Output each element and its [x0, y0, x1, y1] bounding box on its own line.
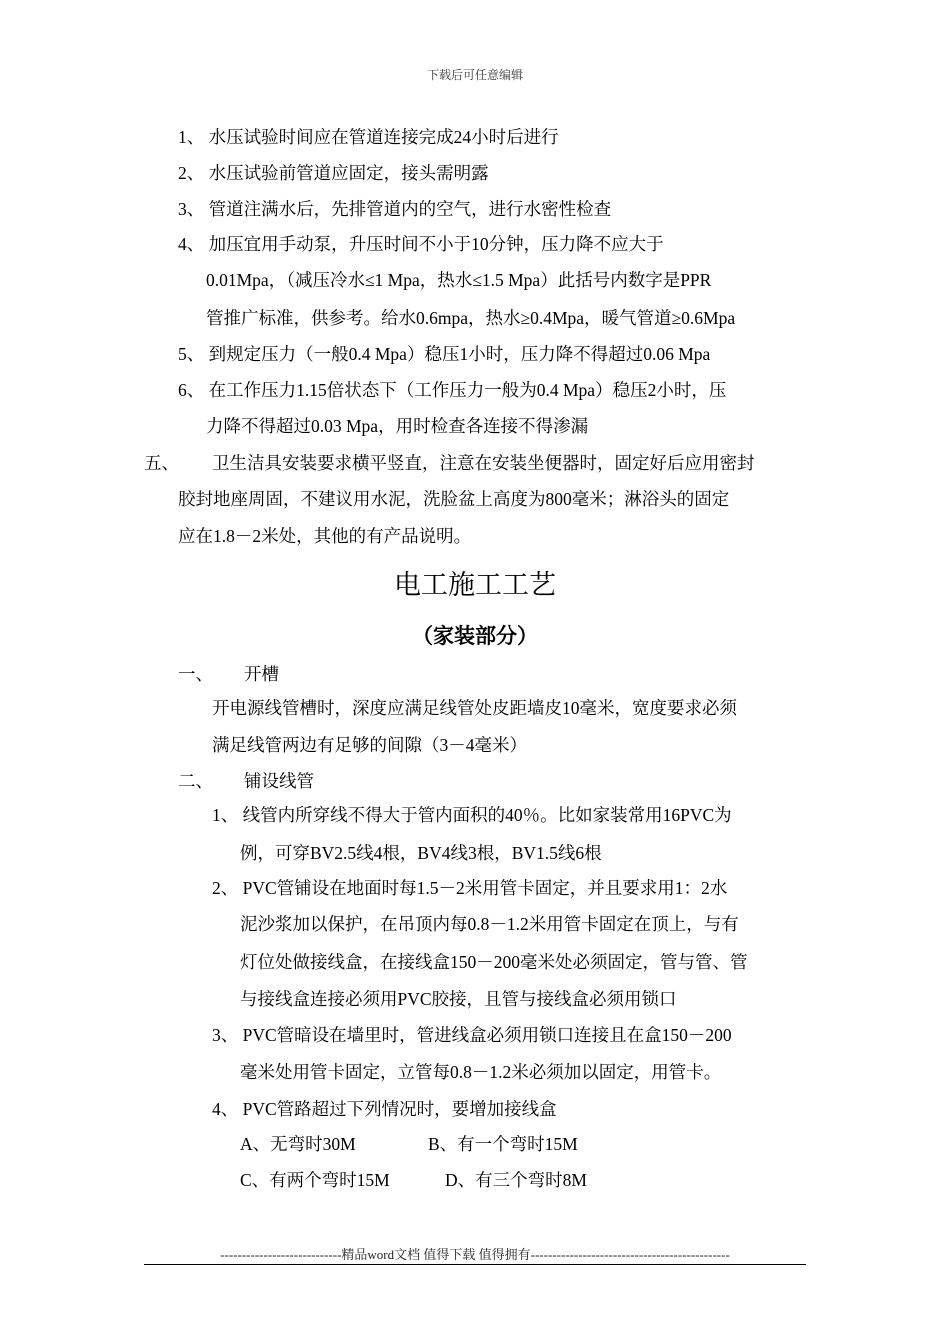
section-number: 五、 [144, 453, 179, 473]
text-line: 3、 管道注满水后，先排管道内的空气，进行水密性检查 [178, 199, 612, 219]
text-line: 卫生洁具安装要求横平竖直，注意在安装坐便器时，固定好后应用密封 [212, 453, 755, 473]
text-line: 应在1.8－2米处，其他的有产品说明。 [178, 526, 472, 546]
section-number: 二、 [178, 771, 213, 791]
text-line: 2、 PVC管铺设在地面时每1.5－2米用管卡固定，并且要求用1：2水 [212, 878, 728, 898]
text-line: 3、 PVC管暗设在墙里时，管进线盒必须用锁口连接且在盒150－200 [212, 1025, 732, 1045]
text-line: 5、 到规定压力（一般0.4 Mpa）稳压1小时，压力降不得超过0.06 Mpa [178, 344, 711, 364]
section-heading: 开槽 [244, 664, 279, 684]
text-line: 胶封地座周固，不建议用水泥，洗脸盆上高度为800毫米；淋浴头的固定 [178, 489, 730, 509]
text-line: 毫米处用管卡固定，立管每0.8－1.2米必须加以固定，用管卡。 [240, 1062, 722, 1082]
text-line: 管推广标准，供参考。给水0.6mpa，热水≥0.4Mpa，暖气管道≥0.6Mpa [206, 308, 736, 328]
text-line: 4、 PVC管路超过下列情况时，要增加接线盒 [212, 1099, 557, 1119]
page-subtitle: （家装部分） [412, 624, 538, 648]
text-line: 1、 水压试验时间应在管道连接完成24小时后进行 [178, 127, 559, 147]
text-line: 4、 加压宜用手动泵，升压时间不小于10分钟，压力降不应大于 [178, 234, 664, 254]
text-line: 0.01Mpa，（减压冷水≤1 Mpa，热水≤1.5 Mpa）此括号内数字是PPR [206, 270, 712, 290]
text-line: 例，可穿BV2.5线4根，BV4线3根，BV1.5线6根 [240, 843, 602, 863]
text-line: 与接线盒连接必须用PVC胶接，且管与接线盒必须用锁口 [240, 989, 677, 1009]
footer-rule [144, 1264, 806, 1265]
text-line: 1、 线管内所穿线不得大于管内面积的40％。比如家装常用16PVC为 [212, 805, 732, 825]
text-line: 力降不得超过0.03 Mpa，用时检查各连接不得渗漏 [206, 416, 589, 436]
page-footer: ----------------------------精品word文档 值得下载 值得拥有---------------------------------------------- [220, 1247, 730, 1262]
list-item: B、有一个弯时15M [428, 1134, 578, 1154]
list-item: C、有两个弯时15M [240, 1170, 390, 1190]
page-title: 电工施工工艺 [394, 570, 556, 600]
text-line: 泥沙浆加以保护，在吊顶内每0.8－1.2米用管卡固定在顶上，与有 [240, 914, 739, 934]
section-heading: 铺设线管 [244, 771, 314, 791]
text-line: 满足线管两边有足够的间隙（3－4毫米） [212, 735, 527, 755]
text-line: 灯位处做接线盒，在接线盒150－200毫米处必须固定，管与管、管 [240, 952, 748, 972]
text-line: 开电源线管槽时，深度应满足线管处皮距墙皮10毫米，宽度要求必须 [212, 698, 737, 718]
list-item: A、无弯时30M [240, 1134, 356, 1154]
text-line: 6、 在工作压力1.15倍状态下（工作压力一般为0.4 Mpa）稳压2小时，压 [178, 380, 727, 400]
page-header: 下载后可任意编辑 [426, 68, 523, 82]
list-item: D、有三个弯时8M [445, 1170, 587, 1190]
section-number: 一、 [178, 664, 213, 684]
text-line: 2、 水压试验前管道应固定，接头需明露 [178, 163, 489, 183]
